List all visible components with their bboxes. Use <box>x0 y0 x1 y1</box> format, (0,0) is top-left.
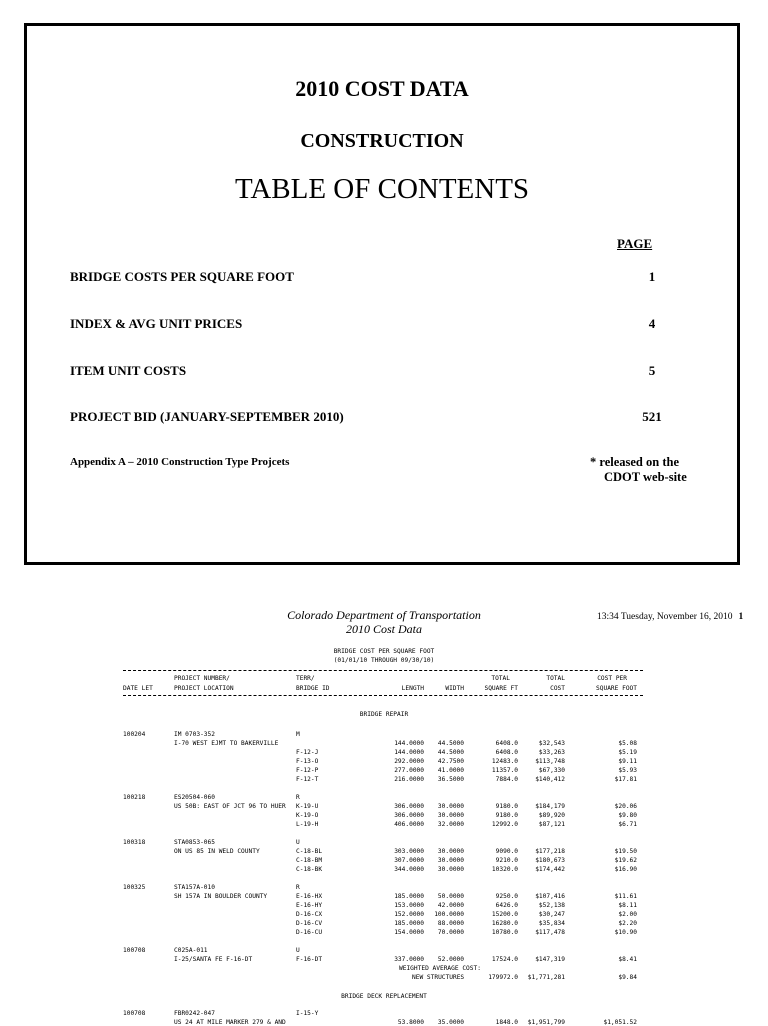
col-terr: TERR/ <box>296 675 315 682</box>
bridge-id: F-12-P <box>296 767 319 774</box>
toc-entry-page: 5 <box>648 363 656 378</box>
cell-cost: $33,263 <box>538 749 565 756</box>
cell-cost: $113,748 <box>535 758 565 765</box>
date-let: 100218 <box>123 794 146 801</box>
cell-length: 144.0000 <box>394 749 424 756</box>
cell-cost: $52,138 <box>538 902 565 909</box>
cell-length: 306.0000 <box>394 812 424 819</box>
timestamp-text: 13:34 Tuesday, November 16, 2010 <box>597 612 733 622</box>
cell-cost: $30,247 <box>538 911 565 918</box>
cell-cpsf: $2.00 <box>618 911 637 918</box>
bridge-id: K-19-O <box>296 812 319 819</box>
cell-cpsf: $16.90 <box>614 866 637 873</box>
cell-length: 307.0000 <box>394 857 424 864</box>
deck-project-location: US 24 AT MILE MARKER 279 & AND <box>174 1019 286 1026</box>
toc-subtitle: CONSTRUCTION <box>300 130 464 152</box>
bridge-id: F-13-O <box>296 758 319 765</box>
date-let: 100708 <box>123 947 146 954</box>
cell-length: 185.0000 <box>394 893 424 900</box>
date-let: 100325 <box>123 884 146 891</box>
col-total2: TOTAL <box>546 675 565 682</box>
toc-box <box>24 23 740 565</box>
release-note-line2: CDOT web-site <box>604 470 687 484</box>
cell-length: 406.0000 <box>394 821 424 828</box>
release-note <box>590 455 687 485</box>
section-bridge-deck-replacement: BRIDGE DECK REPLACEMENT <box>341 993 427 1000</box>
cell-cost: $147,319 <box>535 956 565 963</box>
cell-cost: $67,330 <box>538 767 565 774</box>
report-period: (01/01/10 THROUGH 09/30/10) <box>333 657 435 664</box>
deck-terr: I-15-Y <box>296 1010 319 1017</box>
cell-width: 30.0000 <box>437 803 464 810</box>
terr: U <box>296 839 300 846</box>
cell-width: 44.5000 <box>437 740 464 747</box>
report-timestamp <box>597 612 743 622</box>
cell-width: 70.0000 <box>437 929 464 936</box>
project-number: C025A-011 <box>174 947 208 954</box>
cell-sqft: 9180.0 <box>495 812 518 819</box>
cell-sqft: 15200.0 <box>491 911 518 918</box>
date-let: 100318 <box>123 839 146 846</box>
cell-sqft: 12483.0 <box>491 758 518 765</box>
bridge-id: F-12-T <box>296 776 319 783</box>
project-location: US 50B: EAST OF JCT 96 TO HUER <box>174 803 286 810</box>
col-square-ft: SQUARE FT <box>484 685 518 692</box>
cell-length: 154.0000 <box>394 929 424 936</box>
cell-cost: $107,416 <box>535 893 565 900</box>
cell-cost: $87,121 <box>538 821 565 828</box>
cell-sqft: 9250.0 <box>495 893 518 900</box>
bridge-id: C-18-BL <box>296 848 323 855</box>
cell-cost: $184,179 <box>535 803 565 810</box>
cell-cpsf: $19.50 <box>614 848 637 855</box>
cell-cost: $117,478 <box>535 929 565 936</box>
cell-width: 36.5000 <box>437 776 464 783</box>
bridge-id: E-16-HX <box>296 893 323 900</box>
col-square-foot: SQUARE FOOT <box>596 685 637 692</box>
col-project-location: PROJECT LOCATION <box>174 685 234 692</box>
cell-cost: $35,834 <box>538 920 565 927</box>
toc-entry-label: PROJECT BID (JANUARY-SEPTEMBER 2010) <box>70 409 344 424</box>
cell-sqft: 6408.0 <box>495 749 518 756</box>
cell-width: 41.0000 <box>437 767 464 774</box>
deck-cost: $1,951,799 <box>527 1019 565 1026</box>
project-number: STA157A-010 <box>174 884 215 891</box>
cell-cpsf: $11.61 <box>614 893 637 900</box>
cell-length: 292.0000 <box>394 758 424 765</box>
toc-entry[interactable] <box>70 409 662 425</box>
bridge-id: K-19-U <box>296 803 319 810</box>
cell-cpsf: $8.41 <box>618 956 637 963</box>
section-bridge-repair: BRIDGE REPAIR <box>359 711 409 718</box>
bridge-id: F-12-J <box>296 749 319 756</box>
bridge-id: F-16-DT <box>296 956 323 963</box>
cell-sqft: 9210.0 <box>495 857 518 864</box>
cell-sqft: 9180.0 <box>495 803 518 810</box>
toc-page-header: PAGE <box>617 236 653 251</box>
cell-cpsf: $17.81 <box>614 776 637 783</box>
cell-sqft: 10320.0 <box>491 866 518 873</box>
project-location: I-25/SANTA FE F-16-DT <box>174 956 253 963</box>
terr: U <box>296 947 300 954</box>
toc-entry-label: ITEM UNIT COSTS <box>70 363 187 378</box>
new-structures-label: NEW STRUCTURES <box>412 974 465 981</box>
project-number: ES20504-060 <box>174 794 215 801</box>
cell-length: 337.0000 <box>394 956 424 963</box>
project-number: IM 0703-352 <box>174 731 215 738</box>
cell-cpsf: $9.80 <box>618 812 637 819</box>
deck-cost-per-sqft: $1,051.52 <box>603 1019 637 1026</box>
cell-cost: $89,920 <box>538 812 565 819</box>
agency-name: Colorado Department of Transportation <box>287 608 481 622</box>
col-cost-per: COST PER <box>597 675 627 682</box>
terr: M <box>296 731 300 738</box>
col-date-let: DATE LET <box>123 685 153 692</box>
cell-cost: $140,412 <box>535 776 565 783</box>
cell-cpsf: $19.62 <box>614 857 637 864</box>
toc-entry-page: 521 <box>642 409 662 424</box>
toc-entry-label: INDEX & AVG UNIT PRICES <box>70 316 243 331</box>
toc-heading: TABLE OF CONTENTS <box>234 173 530 205</box>
deck-width: 35.0000 <box>437 1019 464 1026</box>
col-length: LENGTH <box>401 685 424 692</box>
cell-cost: $174,442 <box>535 866 565 873</box>
cell-sqft: 9090.0 <box>495 848 518 855</box>
bridge-id: L-19-H <box>296 821 319 828</box>
weighted-square-ft: 179972.0 <box>488 974 518 981</box>
cell-width: 30.0000 <box>437 866 464 873</box>
toc-entry[interactable] <box>70 316 656 332</box>
cell-width: 100.0000 <box>434 911 464 918</box>
col-total1: TOTAL <box>491 675 510 682</box>
project-number: STA0853-065 <box>174 839 215 846</box>
cell-length: 185.0000 <box>394 920 424 927</box>
cell-length: 306.0000 <box>394 803 424 810</box>
cell-length: 152.0000 <box>394 911 424 918</box>
project-location: SH 157A IN BOULDER COUNTY <box>174 893 268 900</box>
cell-sqft: 10780.0 <box>491 929 518 936</box>
bridge-id: D-16-CX <box>296 911 323 918</box>
cell-length: 344.0000 <box>394 866 424 873</box>
cell-width: 52.0000 <box>437 956 464 963</box>
bridge-id: D-16-CU <box>296 929 323 936</box>
toc-entry-label: BRIDGE COSTS PER SQUARE FOOT <box>70 269 294 284</box>
cell-length: 216.0000 <box>394 776 424 783</box>
toc-entry-page: 4 <box>648 316 656 331</box>
col-cost: COST <box>550 685 565 692</box>
page-number: 1 <box>738 612 744 622</box>
bridge-id: C-18-BM <box>296 857 323 864</box>
bridge-id: D-16-CV <box>296 920 323 927</box>
toc-entry-page: 1 <box>648 269 656 284</box>
toc-entry[interactable] <box>70 269 656 285</box>
terr: R <box>296 884 300 891</box>
terr: R <box>296 794 300 801</box>
bridge-id: E-16-HY <box>296 902 323 909</box>
col-project-number: PROJECT NUMBER/ <box>174 675 230 682</box>
cell-width: 30.0000 <box>437 848 464 855</box>
cell-sqft: 6408.0 <box>495 740 518 747</box>
cell-width: 88.0000 <box>437 920 464 927</box>
cell-cpsf: $5.93 <box>618 767 637 774</box>
deck-date-let: 100708 <box>123 1010 146 1017</box>
header-rule-bottom <box>123 695 643 696</box>
cell-cpsf: $5.19 <box>618 749 637 756</box>
cell-width: 32.0000 <box>437 821 464 828</box>
cell-cost: $180,673 <box>535 857 565 864</box>
cell-cpsf: $9.11 <box>618 758 637 765</box>
deck-square-ft: 1848.0 <box>495 1019 518 1026</box>
deck-length: 53.8000 <box>397 1019 424 1026</box>
project-location: ON US 85 IN WELD COUNTY <box>174 848 260 855</box>
cell-cpsf: $6.71 <box>618 821 637 828</box>
cell-length: 144.0000 <box>394 740 424 747</box>
toc-title: 2010 COST DATA <box>295 76 469 101</box>
cell-cpsf: $2.20 <box>618 920 637 927</box>
cell-length: 153.0000 <box>394 902 424 909</box>
bridge-id: C-18-BK <box>296 866 323 873</box>
report-page <box>0 600 768 1024</box>
cell-width: 42.7500 <box>437 758 464 765</box>
col-width: WIDTH <box>445 685 464 692</box>
cell-width: 30.0000 <box>437 857 464 864</box>
appendix-note: Appendix A – 2010 Construction Type Projcets <box>70 456 290 468</box>
weighted-average-label: WEIGHTED AVERAGE COST: <box>399 965 481 972</box>
header-rule-top <box>123 670 643 671</box>
weighted-cost: $1,771,281 <box>527 974 565 981</box>
cell-cpsf: $8.11 <box>618 902 637 909</box>
cell-cpsf: $10.90 <box>614 929 637 936</box>
cell-width: 44.5000 <box>437 749 464 756</box>
cell-width: 30.0000 <box>437 812 464 819</box>
cell-cost: $32,543 <box>538 740 565 747</box>
cell-length: 277.0000 <box>394 767 424 774</box>
agency-subtitle: 2010 Cost Data <box>345 622 422 636</box>
cell-cost: $177,218 <box>535 848 565 855</box>
release-note-line1: * released on the <box>590 455 679 469</box>
date-let: 100204 <box>123 731 146 738</box>
cell-width: 50.0000 <box>437 893 464 900</box>
cell-sqft: 17524.0 <box>491 956 518 963</box>
cell-cpsf: $5.08 <box>618 740 637 747</box>
weighted-cost-per-sqft: $9.84 <box>618 974 637 981</box>
cell-sqft: 16280.0 <box>491 920 518 927</box>
cell-sqft: 6426.0 <box>495 902 518 909</box>
cell-cpsf: $20.06 <box>614 803 637 810</box>
cell-sqft: 12992.0 <box>491 821 518 828</box>
cell-length: 303.0000 <box>394 848 424 855</box>
cell-width: 42.0000 <box>437 902 464 909</box>
cell-sqft: 11357.0 <box>491 767 518 774</box>
col-bridge-id: BRIDGE ID <box>296 685 330 692</box>
deck-project-number: FBR0242-047 <box>174 1010 215 1017</box>
report-title: BRIDGE COST PER SQUARE FOOT <box>333 648 435 655</box>
cell-sqft: 7884.0 <box>495 776 518 783</box>
toc-entry[interactable] <box>70 363 656 379</box>
project-location: I-70 WEST EJMT TO BAKERVILLE <box>174 740 279 747</box>
